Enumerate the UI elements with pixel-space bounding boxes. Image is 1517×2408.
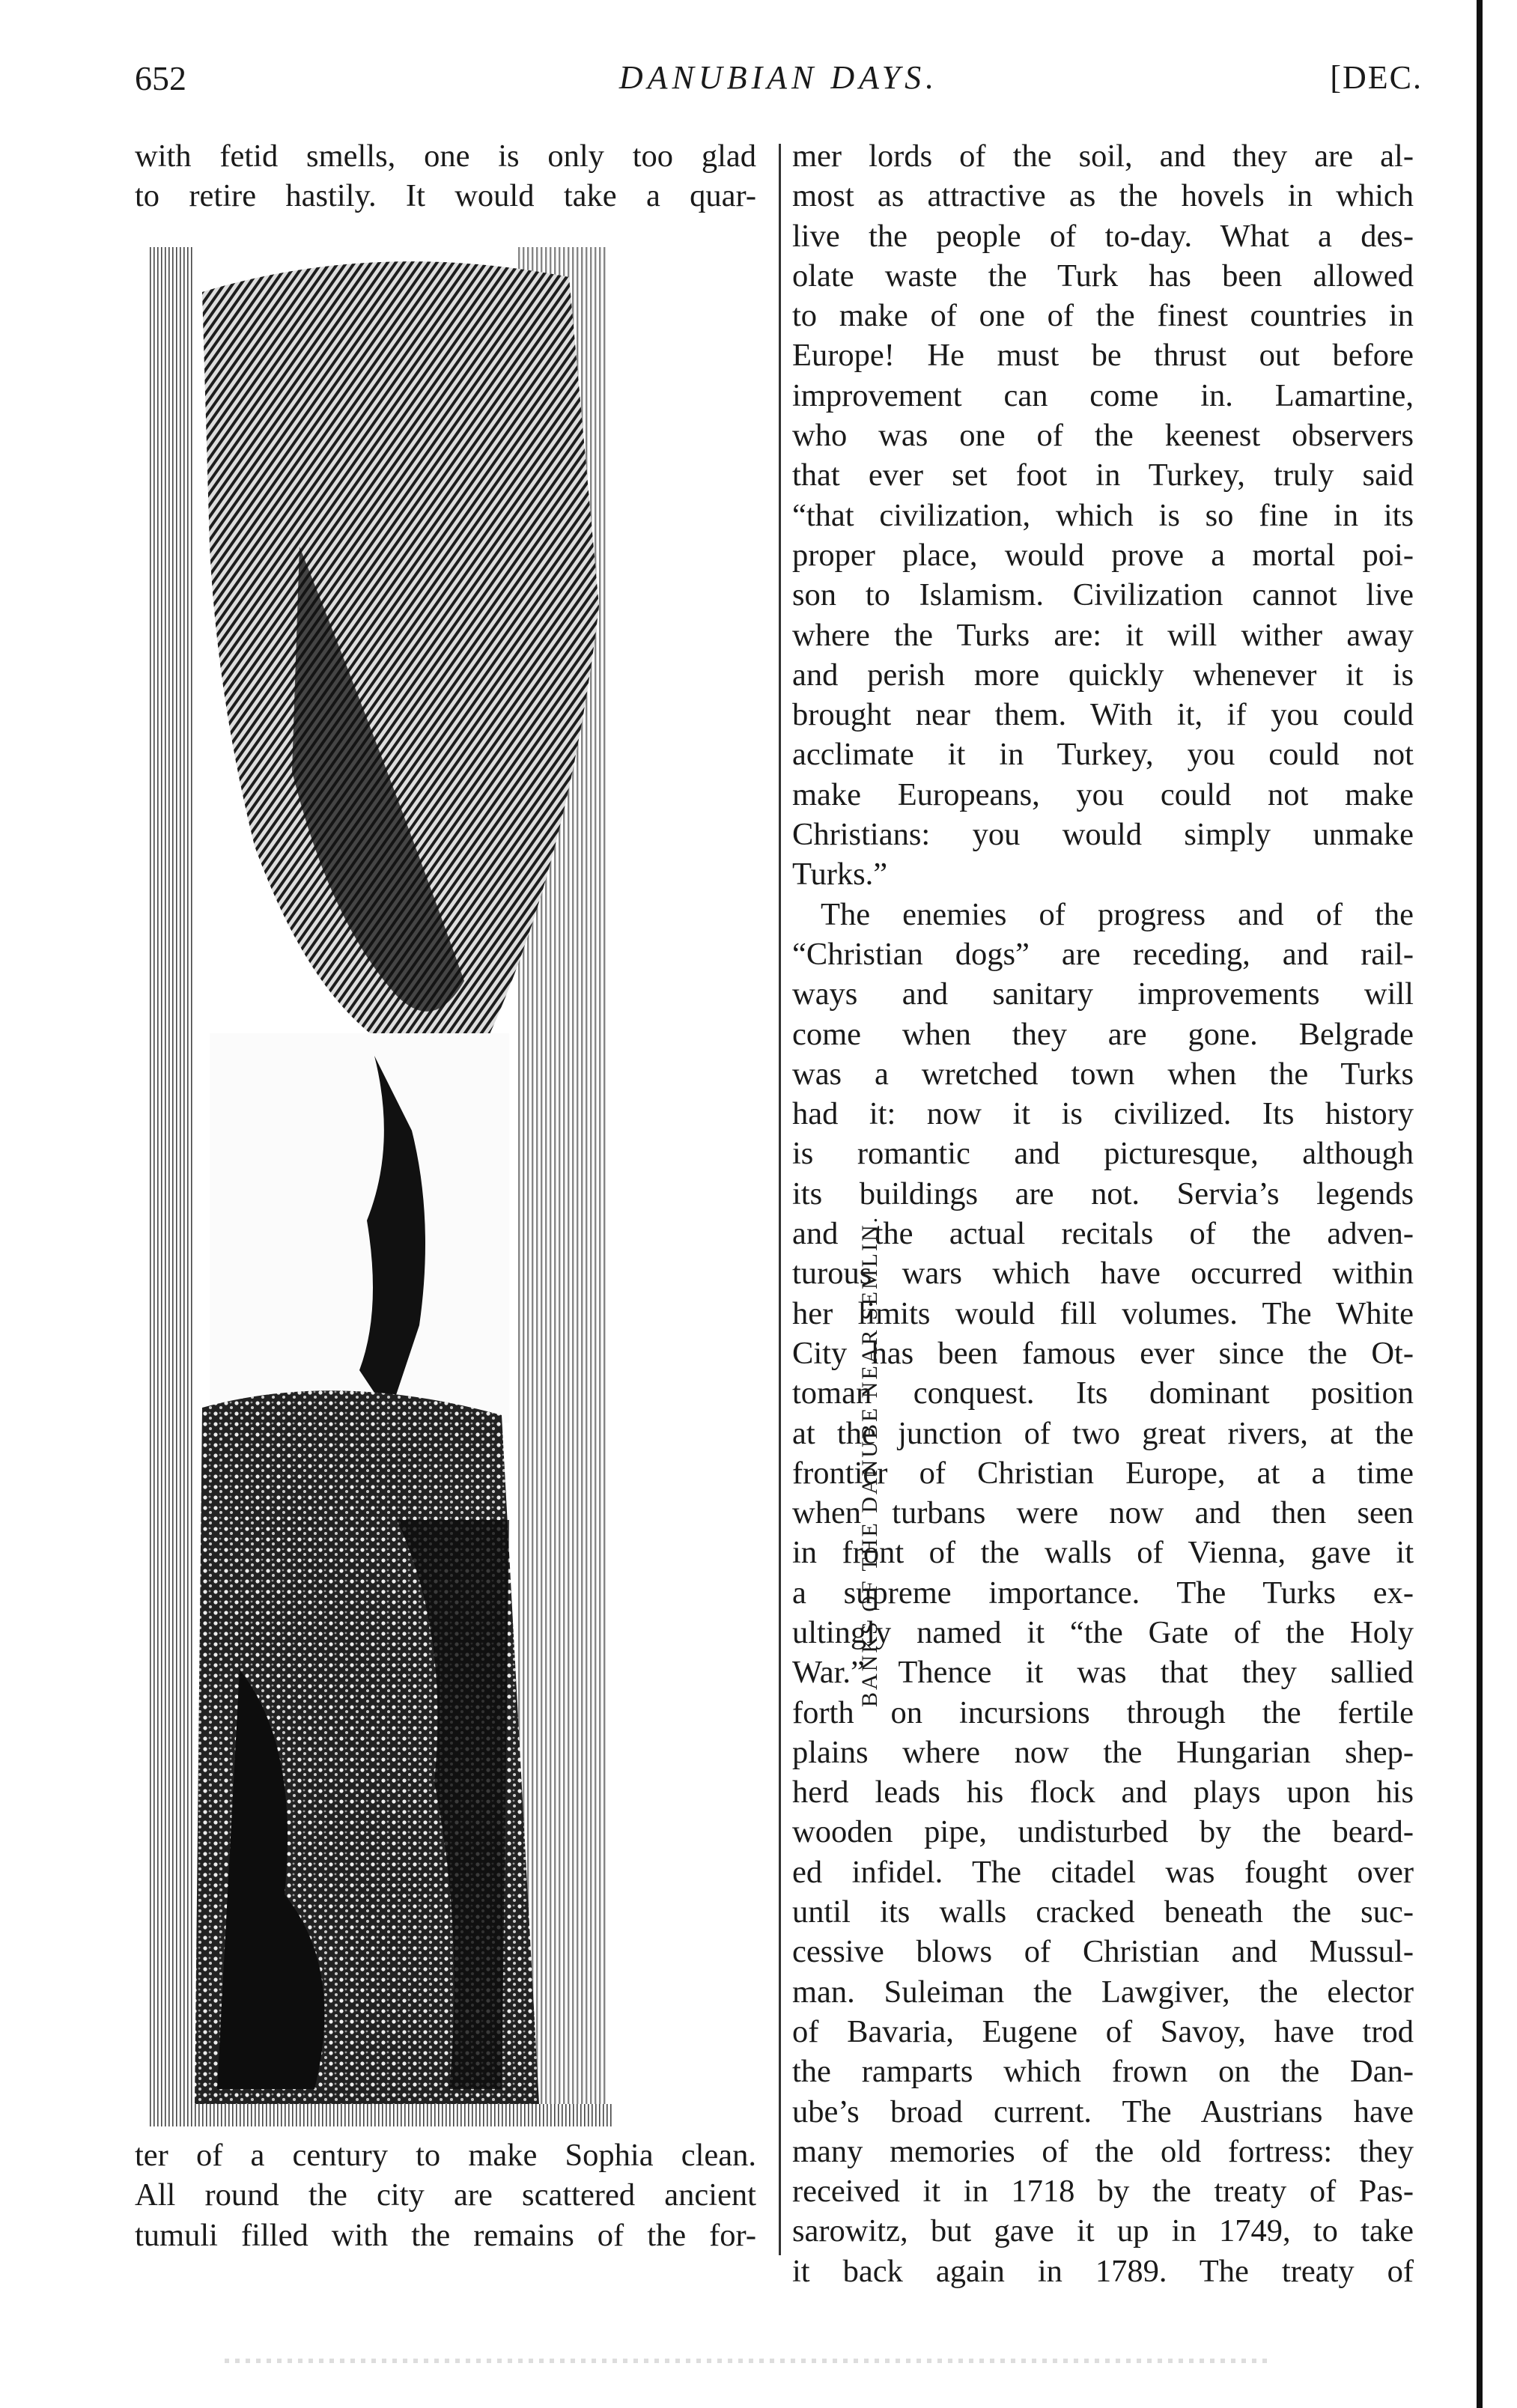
left-column-bottom xyxy=(135,2135,756,2255)
text-line: proper place, would prove a mortal poi- xyxy=(792,537,1414,573)
text-line: mer lords of the soil, and they are al- xyxy=(792,139,1414,174)
text-line: to make of one of the finest countries in xyxy=(792,298,1414,334)
right-column xyxy=(792,136,1414,2291)
text-line: ultingly named it “the Gate of the Holy xyxy=(792,1614,1414,1650)
text-line: at the junction of two great rivers, at the xyxy=(792,1415,1414,1451)
text-line: who was one of the keenest observers xyxy=(792,418,1414,454)
text-line: ube’s broad current. The Austrians have xyxy=(792,2094,1414,2129)
text-line: its buildings are not. Servia’s legends xyxy=(792,1176,1414,1211)
text-line: improvement can come in. Lamartine, xyxy=(792,377,1414,413)
left-column-top xyxy=(135,136,756,216)
text-line: ed infidel. The citadel was fought over xyxy=(792,1854,1414,1890)
text-line: received it in 1718 by the treaty of Pas- xyxy=(792,2174,1414,2210)
month-marker: [DEC. xyxy=(1330,59,1423,96)
text-line: a supreme importance. The Turks ex- xyxy=(792,1575,1414,1611)
text-line: of Bavaria, Eugene of Savoy, have trod xyxy=(792,2013,1414,2049)
landscape-engraving-icon xyxy=(150,247,749,2126)
text-line: Christians: you would simply unmake xyxy=(792,817,1414,853)
text-line: City has been famous ever since the Ot- xyxy=(792,1335,1414,1371)
text-line: acclimate it in Turkey, you could not xyxy=(792,737,1414,773)
text-line: plains where now the Hungarian shep- xyxy=(792,1734,1414,1770)
figure-caption: BANKS OF THE DANUBE NEAR SEMLIN. xyxy=(857,1214,882,1707)
column-divider xyxy=(779,144,781,2255)
text-line: frontier of Christian Europe, at a time xyxy=(792,1455,1414,1491)
text-line: man. Suleiman the Lawgiver, the elector xyxy=(792,1974,1414,2010)
text-line: in front of the walls of Vienna, gave it xyxy=(792,1535,1414,1571)
text-line: forth on incursions through the fertile xyxy=(792,1694,1414,1730)
text-line: ter of a century to make Sophia clean. xyxy=(135,2138,756,2173)
page-number: 652 xyxy=(135,59,186,97)
text-line: it back again in 1789. The treaty of xyxy=(792,2253,1414,2289)
print-specks xyxy=(225,2359,1273,2363)
text-line: All round the city are scattered ancient xyxy=(135,2177,756,2213)
text-line: until its walls cracked beneath the suc- xyxy=(792,1894,1414,1930)
text-line: most as attractive as the hovels in which xyxy=(792,178,1414,214)
text-line: the ramparts which frown on the Dan- xyxy=(792,2054,1414,2090)
text-line: tumuli filled with the remains of the for- xyxy=(135,2217,756,2253)
text-line: ways and sanitary improvements will xyxy=(792,976,1414,1012)
text-line: to retire hastily. It would take a quar- xyxy=(135,178,756,214)
text-line: where the Turks are: it will wither away xyxy=(792,617,1414,653)
page-edge-rule xyxy=(1477,0,1483,2408)
text-line: come when they are gone. Belgrade xyxy=(792,1016,1414,1052)
text-line: is romantic and picturesque, although xyxy=(792,1136,1414,1172)
text-line: Turks.” xyxy=(792,857,888,893)
text-line: and perish more quickly whenever it is xyxy=(792,657,1414,693)
text-line: toman conquest. Its dominant position xyxy=(792,1375,1414,1411)
text-line: turous wars which have occurred within xyxy=(792,1256,1414,1292)
text-line: with fetid smells, one is only too glad xyxy=(135,139,756,174)
text-line: The enemies of progress and of the xyxy=(821,896,1414,932)
text-line: “Christian dogs” are receding, and rail- xyxy=(792,936,1414,972)
text-line: olate waste the Turk has been allowed xyxy=(792,258,1414,294)
text-line: War.” Thence it was that they sallied xyxy=(792,1655,1414,1691)
text-line: Europe! He must be thrust out before xyxy=(792,338,1414,374)
text-line: wooden pipe, undisturbed by the beard- xyxy=(792,1814,1414,1850)
text-line: herd leads his flock and plays upon his xyxy=(792,1775,1414,1810)
text-line: sarowitz, but gave it up in 1749, to take xyxy=(792,2213,1414,2249)
text-line: live the people of to-day. What a des- xyxy=(792,218,1414,254)
text-line: had it: now it is civilized. Its history xyxy=(792,1096,1414,1132)
text-line: that ever set foot in Turkey, truly said xyxy=(792,457,1414,493)
text-line: son to Islamism. Civilization cannot live xyxy=(792,577,1414,613)
text-line: cessive blows of Christian and Mussul- xyxy=(792,1934,1414,1970)
text-line: many memories of the old fortress: they xyxy=(792,2133,1414,2169)
text-line: “that civilization, which is so fine in its xyxy=(792,497,1414,533)
text-line: was a wretched town when the Turks xyxy=(792,1056,1414,1092)
page-header xyxy=(135,58,1423,111)
text-line: make Europeans, you could not make xyxy=(792,776,1414,812)
text-line: her limits would fill volumes. The White xyxy=(792,1295,1414,1331)
text-line: when turbans were now and then seen xyxy=(792,1495,1414,1531)
text-line: brought near them. With it, if you could xyxy=(792,697,1414,733)
running-title: DANUBIAN DAYS. xyxy=(618,59,939,96)
text-line: and the actual recitals of the adven- xyxy=(792,1216,1414,1252)
